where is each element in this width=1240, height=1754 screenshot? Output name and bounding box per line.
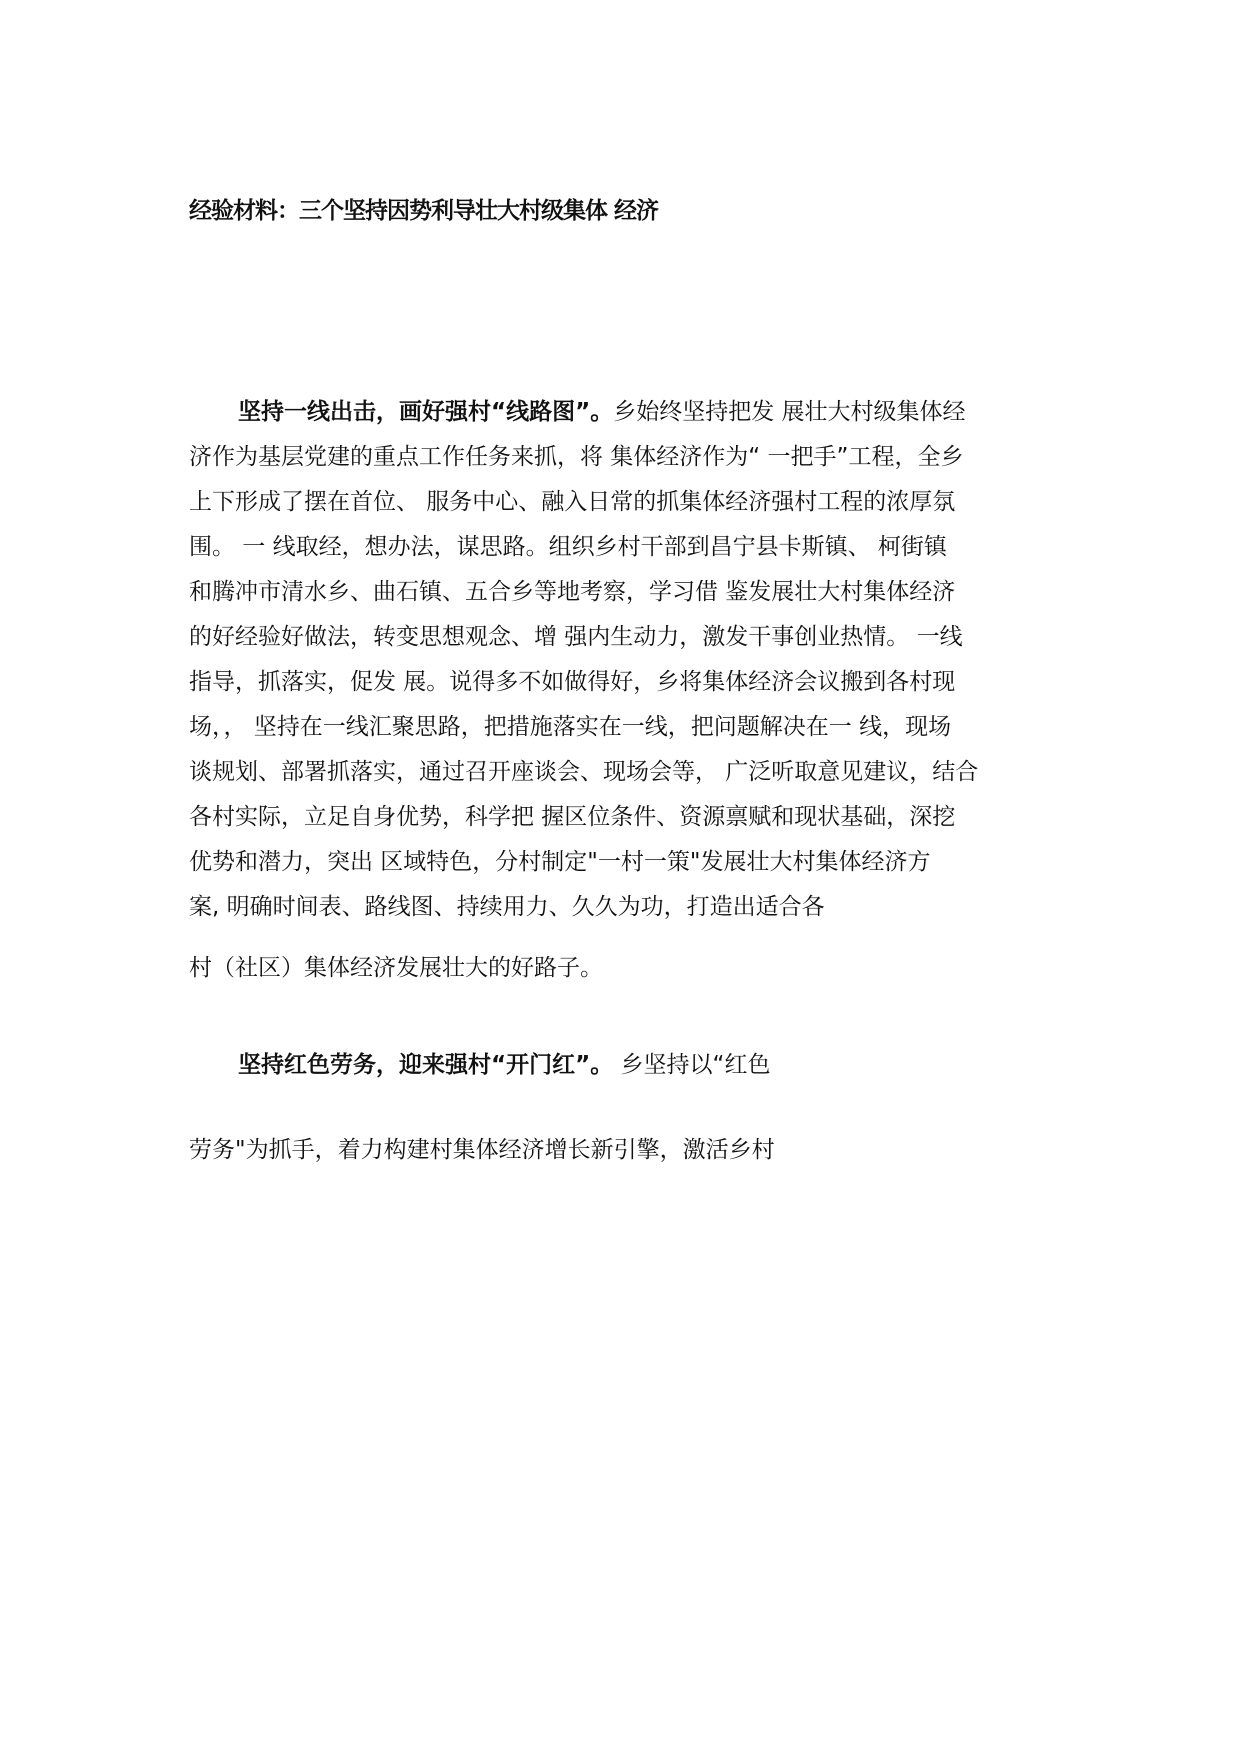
paragraph-line-route: [189, 390, 1069, 930]
paragraph-tail-line: [189, 946, 1069, 991]
paragraph-text: 乡坚持以“红色: [613, 1052, 771, 1078]
paragraph-first-line: [189, 1043, 1069, 1088]
paragraph-line: 村（社区）集体经济发展壮大的好路子。: [189, 955, 603, 981]
paragraph-lead: 坚持一线出击，画好强村“线路图”。: [238, 399, 614, 425]
document-title: 经验材料：三个坚持因势利导壮大村级集体 经济: [189, 198, 659, 224]
paragraph-line: 优势和潜力，突出 区域特色，分村制定"一村一策"发展壮大村集体经济方: [189, 849, 931, 875]
paragraph-line: 指导，抓落实，促发 展。说得多不如做得好，乡将集体经济会议搬到各村现: [189, 669, 956, 695]
paragraph-red-labor: [189, 1043, 1069, 1088]
paragraph-tail-line: [189, 1128, 1069, 1173]
paragraph-line: 的好经验好做法，转变思想观念、增 强内生动力，激发干事创业热情。 一线: [189, 624, 963, 650]
paragraph-line: 上下形成了摆在首位、 服务中心、融入日常的抓集体经济强村工程的浓厚氛: [189, 489, 956, 515]
paragraph-line: 围。 一 线取经，想办法，谋思路。组织乡村干部到昌宁县卡斯镇、 柯街镇: [189, 534, 947, 560]
paragraph-line: 场，， 坚持在一线汇聚思路，把措施落实在一线，把问题解决在一 线，现场: [189, 714, 952, 740]
paragraph-text: 乡始终坚持把发 展壮大村级集体经: [613, 399, 966, 425]
paragraph-line: 各村实际，立足自身优势，科学把 握区位条件、资源禀赋和现状基础，深挖: [189, 804, 956, 830]
paragraph-lead: 坚持红色劳务，迎来强村“开门红”。: [238, 1052, 614, 1078]
paragraph-line: 谈规划、部署抓落实，通过召开座谈会、现场会等， 广泛听取意见建议，结合: [189, 759, 979, 785]
paragraph-line: 劳务"为抓手，着力构建村集体经济增长新引擎，激活乡村: [189, 1137, 775, 1163]
paragraph-line: 和腾冲市清水乡、曲石镇、五合乡等地考察，学习借 鉴发展壮大村集体经济: [189, 579, 956, 605]
paragraph-line: 案, 明确时间表、路线图、持续用力、久久为功，打造出适合各: [189, 894, 825, 920]
paragraph-first-line: [189, 390, 1069, 435]
paragraph-line: 济作为基层党建的重点工作任务来抓，将 集体经济作为“ 一把手”工程，全乡: [189, 444, 964, 470]
